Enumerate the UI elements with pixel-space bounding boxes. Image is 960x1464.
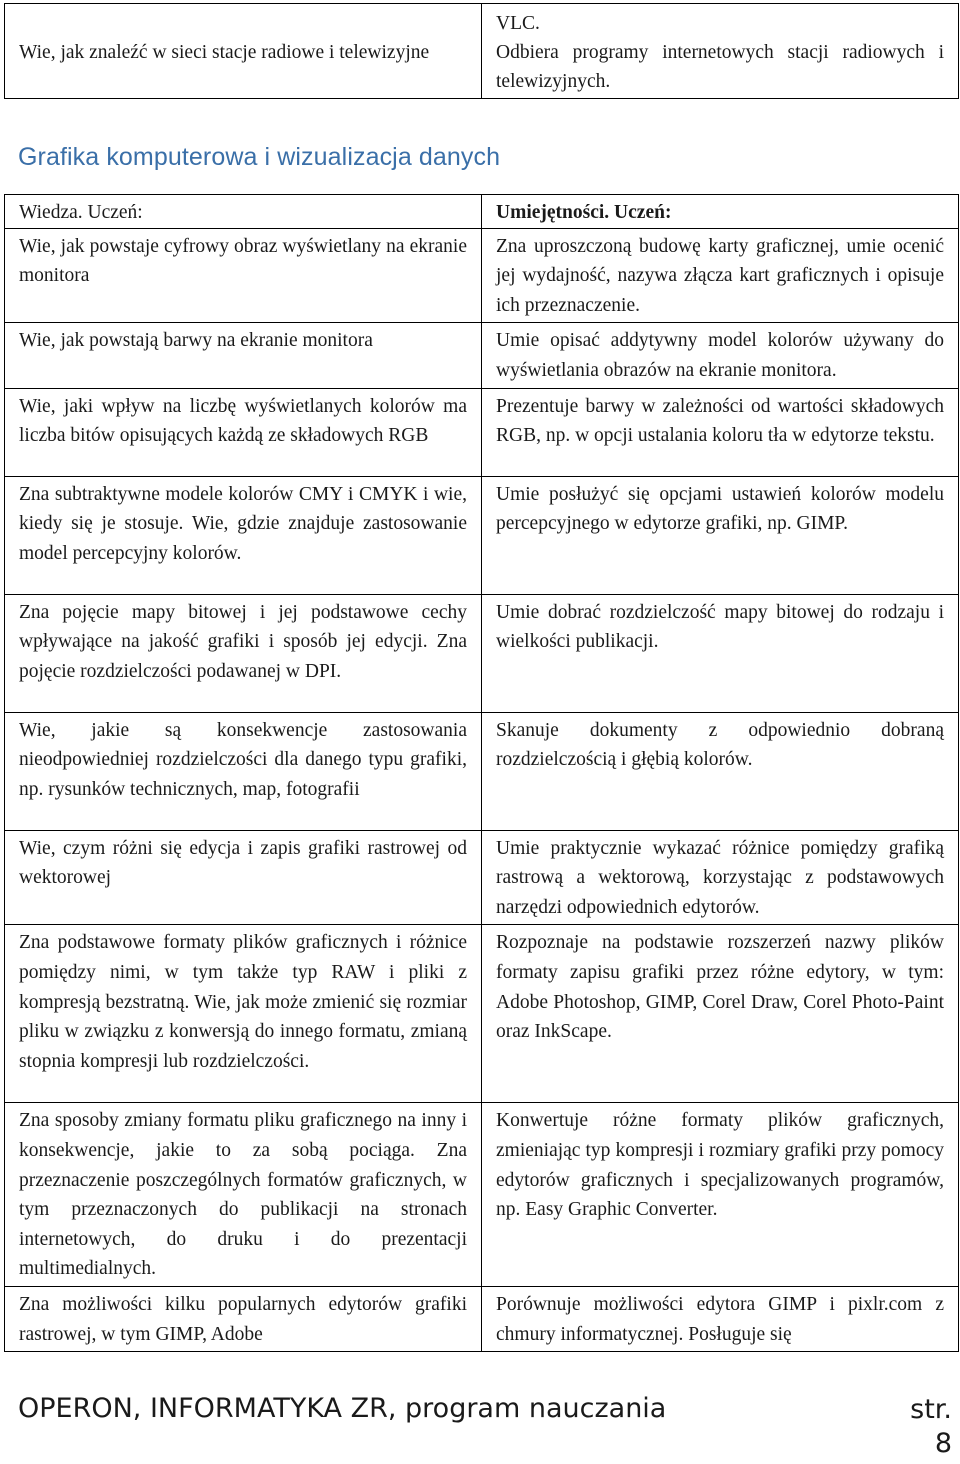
cell-text: Zna podstawowe formaty plików graficznych i różnice pomiędzy nimi, w tym także typ RAW i pliki z kompresją bezstratną. Wie, jak może zmienić się rozmiar pliku w związku z konwersją do innego formatu, zmianą stopnia kompresji lub rozdzielczości. [19,932,467,1072]
table-cell-left [5,476,482,594]
table-cell-left [5,925,482,1103]
page-number [910,1393,952,1461]
table-cell-left [5,1103,482,1287]
table-row [5,1103,959,1287]
table-cell-right [482,925,959,1103]
table-row [5,1286,959,1351]
table-row [5,594,959,712]
cell-text: Wie, jak powstaje cyfrowy obraz wyświetlany na ekranie monitora [19,235,467,287]
header-label: Wiedza. Uczeń: [19,202,143,223]
cell-text: Wie, jaki wpływ na liczbę wyświetlanych kolorów ma liczba bitów opisujących każdą ze składowych RGB [19,395,467,447]
table-cell-left [5,228,482,323]
cell-text: Umie praktycznie wykazać różnice pomiędzy grafiką rastrową a wektorową, korzystając z podstawowych narzędzi odpowiednich edytorów. [496,837,944,918]
cell-text: Zna pojęcie mapy bitowej i jej podstawowe cechy wpływające na jakość grafiki i sposób jej edycji. Zna pojęcie rozdzielczości podawanej w DPI. [19,601,467,682]
cell-text: Umie posłużyć się opcjami ustawień kolorów modelu percepcyjnego w edytorze grafiki, np. GIMP. [496,483,944,535]
cell-text: Rozpoznaje na podstawie rozszerzeń nazwy plików formaty zapisu grafiki przez różne edytory, w tym: Adobe Photoshop, GIMP, Corel Draw, Corel Photo-Paint oraz InkScape. [496,932,944,1043]
cell-text: Prezentuje barwy w zależności od wartości składowych RGB, np. w opcji ustalania koloru tła w edytorze tekstu. [496,395,944,447]
cell-text: Zna subtraktywne modele kolorów CMY i CMYK i wie, kiedy się je stosuje. Wie, gdzie znajduje zastosowanie model percepcyjny kolorów. [19,483,467,564]
table-row [5,712,959,830]
cell-text: Umie dobrać rozdzielczość mapy bitowej do rodzaju i wielkości publikacji. [496,601,944,653]
cell-text: VLC. [496,13,540,34]
table-cell-right [482,594,959,712]
table-cell-left [5,388,482,476]
table-row [5,925,959,1103]
table-cell-right [482,1286,959,1351]
table-cell-left [5,1286,482,1351]
table-row [5,830,959,925]
cell-text: Porównuje możliwości edytora GIMP i pixlr.com z chmury informatycznej. Posługuje się [496,1293,944,1345]
table-cell-left [5,712,482,830]
page-label: str. [910,1394,952,1425]
table-cell-right [482,830,959,925]
table-row [5,4,959,99]
table-row [5,228,959,323]
table-row [5,323,959,388]
cell-text: Wie, jakie są konsekwencje zastosowania nieodpowiedniej rozdzielczości dla danego typu grafiki, np. rysunków technicznych, map, fotografii [19,719,467,800]
header-label: Umiejętności. Uczeń: [496,202,672,223]
cell-text: Zna możliwości kilku popularnych edytorów grafiki rastrowej, w tym GIMP, Adobe [19,1293,467,1345]
top-table [4,3,959,99]
cell-text: Skanuje dokumenty z odpowiednio dobraną rozdzielczością i głębią kolorów. [496,719,944,771]
table-cell-left [5,830,482,925]
cell-text: Zna uproszczoną budowę karty graficznej, umie ocenić jej wydajność, nazywa złącza kart graficznych i opisuje ich przeznaczenie. [496,235,944,316]
table-cell-right [482,323,959,388]
footer-publisher: OPERON, INFORMATYKA ZR, program nauczania [18,1393,667,1424]
table-row [5,476,959,594]
header-knowledge [5,195,482,229]
table-cell-right [482,4,959,99]
cell-text: Wie, czym różni się edycja i zapis grafiki rastrowej od wektorowej [19,837,467,889]
table-cell-left [5,323,482,388]
cell-text: Umie opisać addytywny model kolorów używany do wyświetlania obrazów na ekranie monitora. [496,330,944,381]
section-title: Grafika komputerowa i wizualizacja danych [18,143,501,171]
table-row [5,388,959,476]
table-cell-right [482,388,959,476]
table-cell-right [482,476,959,594]
table-cell-left [5,4,482,99]
cell-text: Zna sposoby zmiany formatu pliku graficznego na inny i konsekwencje, jakie to za sobą pociąga. Zna przeznaczenie poszczególnych formatów graficznych, w tym przeznaczonych do publikacji na stronach internetowych, do druku i do prezentacji multimedialnych. [19,1110,467,1280]
cell-text: Odbiera programy internetowych stacji radiowych i telewizyjnych. [496,42,944,92]
cell-text: Wie, jak powstają barwy na ekranie monitora [19,330,373,352]
competency-table [4,194,959,1352]
header-skills [482,195,959,229]
table-cell-right [482,228,959,323]
page-number-value: 8 [934,1428,952,1459]
table-header-row [5,195,959,229]
table-cell-right [482,1103,959,1287]
cell-text: Konwertuje różne formaty plików graficznych, zmieniając typ kompresji i rozmiary grafiki przy pomocy edytorów graficznych i specjalizowanych programów, np. Easy Graphic Converter. [496,1110,944,1221]
table-cell-left [5,594,482,712]
cell-text: Wie, jak znaleźć w sieci stacje radiowe i telewizyjne [19,42,430,63]
table-cell-right [482,712,959,830]
